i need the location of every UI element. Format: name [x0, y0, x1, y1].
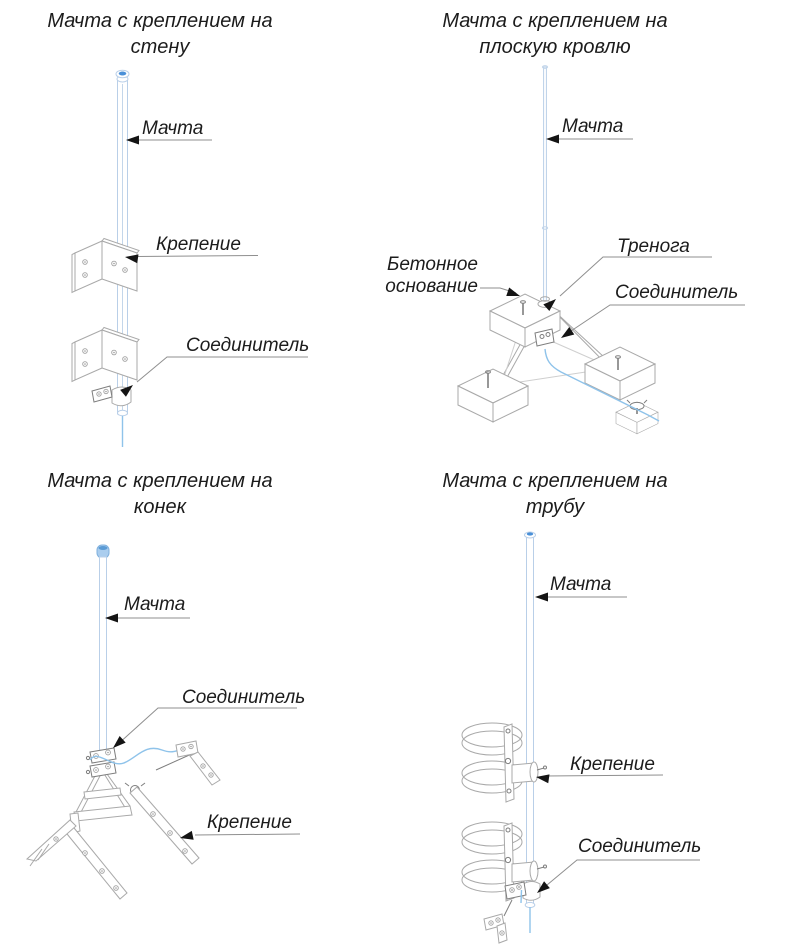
wall-mast-cap — [119, 72, 127, 76]
ridge-frame — [70, 772, 132, 833]
concrete-block-right — [585, 347, 655, 400]
concrete-base-label — [368, 254, 478, 298]
pipe-title-line1: Мачта с креплением на — [442, 470, 668, 492]
wall-bracket-lower — [72, 328, 139, 382]
ridge-right-strap — [176, 741, 220, 785]
ridge-connector-label: Соединитель — [182, 687, 306, 708]
ridge-mast — [100, 557, 107, 750]
wall-title-line1: Мачта с креплением на — [47, 10, 273, 32]
concrete-block-left — [458, 369, 528, 422]
pipe-connector-label: Соединитель — [578, 836, 702, 857]
ridge-strap-right — [130, 787, 199, 864]
ridge-title-line1: Мачта с креплением на — [47, 470, 273, 492]
concrete-base-label-line2: основание — [385, 276, 478, 297]
wall-bracket-upper — [72, 239, 139, 293]
wall-mount-label: Крепение — [156, 234, 241, 255]
pipe-title-line2: трубу — [525, 496, 585, 518]
concrete-base-label-line1: Бетонное — [387, 254, 478, 275]
ridge-strap-pointed — [27, 820, 76, 866]
ridge-mast-label: Мачта — [124, 594, 186, 615]
tripod-connector-label: Соединитель — [615, 282, 739, 303]
pipe-mast-arrow — [535, 593, 548, 602]
pipe-panel-title — [405, 468, 705, 520]
flat-roof-panel-title — [405, 8, 705, 60]
pipe-mast-cap — [527, 532, 533, 535]
wall-mast-label: Мачта — [142, 118, 204, 139]
wall-connector-label: Соединитель — [186, 335, 310, 356]
tripod-mast-arrow — [546, 135, 559, 144]
tripod-mast-label: Мачта — [562, 116, 624, 137]
flat-roof-title-line1: Мачта с креплением на — [442, 10, 668, 32]
wall-title-line2: стену — [130, 36, 190, 58]
ridge-title-line2: конек — [133, 496, 187, 518]
pipe-mast-label: Мачта — [550, 574, 612, 595]
tripod-mast — [544, 67, 547, 305]
pipe-mast — [527, 536, 534, 904]
wall-panel-title — [10, 8, 310, 60]
ridge-strap-left — [63, 823, 127, 899]
ridge-panel-title — [10, 468, 310, 520]
pipe-bottom-bracket — [484, 914, 507, 943]
tripod-label: Тренога — [617, 236, 690, 257]
flat-roof-title-line2: плоскую кровлю — [479, 36, 631, 58]
pipe-mount-label: Крепение — [570, 754, 655, 775]
ridge-mount-label: Крепение — [207, 812, 292, 833]
